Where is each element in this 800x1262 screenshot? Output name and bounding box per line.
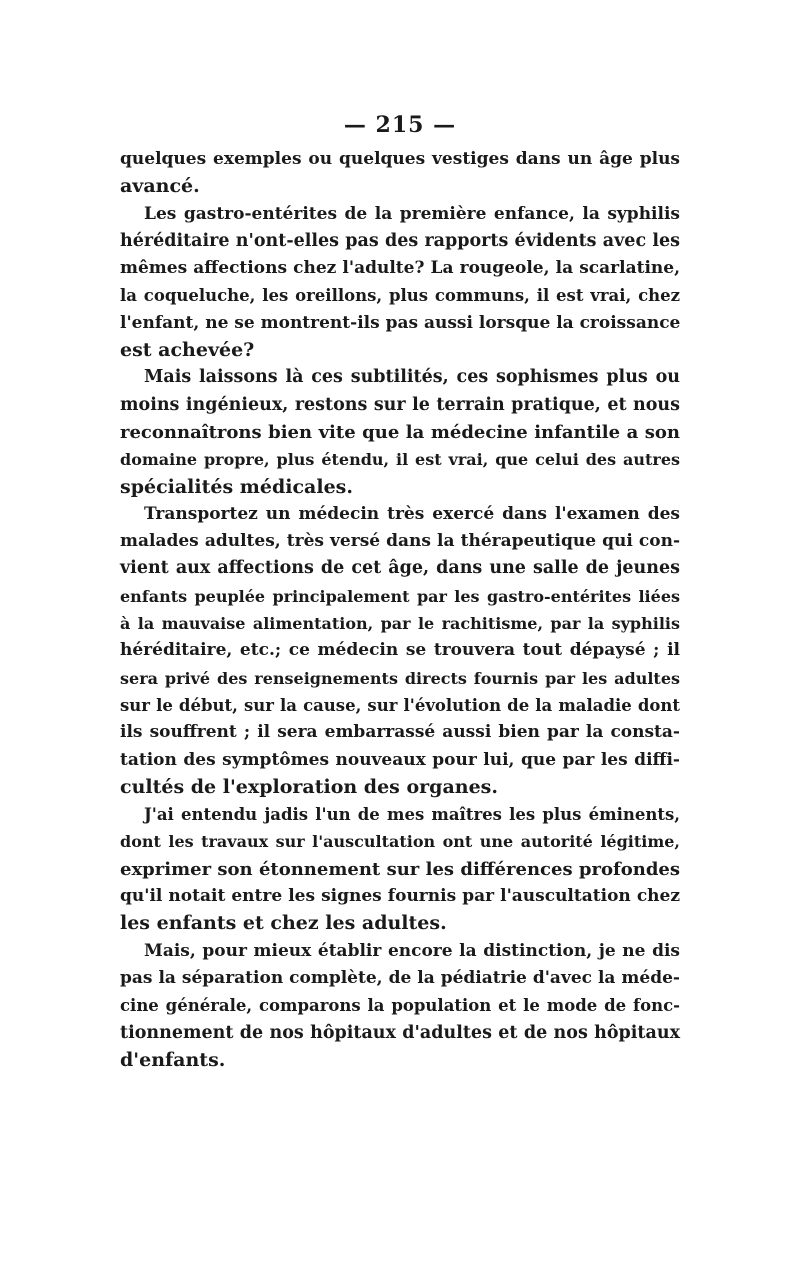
text-line: qu'il notait entre les signes fournis par l'auscultation chez — [120, 886, 680, 907]
text-line: cine générale, comparons la population et le mode de fonc- — [120, 996, 680, 1016]
text-line: pas la séparation complète, de la pédiatrie d'avec la méde- — [120, 967, 680, 988]
text-line: reconnaîtrons bien vite que la médecine infantile a son — [120, 421, 680, 443]
text-line: malades adultes, très versé dans la thérapeutique qui con- — [120, 531, 680, 552]
text-line: ils souffrent ; il sera embarrassé aussi bien par la consta- — [120, 722, 680, 743]
body-text — [120, 146, 680, 1074]
text-line: les enfants et chez les adultes. — [120, 912, 447, 935]
text-line: héréditaire, etc.; ce médecin se trouvera tout dépaysé ; il — [120, 640, 680, 661]
text-line: héréditaire n'ont-elles pas des rapports évidents avec les — [120, 230, 680, 251]
text-line: dont les travaux sur l'auscultation ont une autorité légitime, — [120, 832, 680, 852]
text-line: quelques exemples ou quelques vestiges dans un âge plus — [120, 149, 680, 169]
text-line: vient aux affections de cet âge, dans une salle de jeunes — [120, 558, 680, 579]
text-line: avancé. — [120, 175, 200, 198]
text-line: enfants peuplée principalement par les gastro-entérites liées — [120, 586, 680, 606]
text-line: est achevée? — [120, 339, 255, 362]
text-line: Les gastro-entérites de la première enfance, la syphilis — [144, 203, 680, 224]
text-line: spécialités médicales. — [120, 475, 353, 498]
text-line: J'ai entendu jadis l'un de mes maîtres les plus éminents, — [144, 805, 680, 825]
text-line: l'enfant, ne se montrent-ils pas aussi lorsque la croissance — [120, 312, 681, 333]
text-line: mêmes affections chez l'adulte? La rougeole, la scarlatine, — [120, 258, 680, 279]
text-line: moins ingénieux, restons sur le terrain pratique, et nous — [120, 394, 680, 415]
text-line: Mais, pour mieux établir encore la distinction, je ne dis — [144, 940, 680, 961]
text-line: domaine propre, plus étendu, il est vrai, que celui des autres — [120, 450, 680, 470]
text-line: sera privé des renseignements directs fournis par les adultes — [120, 668, 680, 688]
text-line: cultés de l'exploration des organes. — [120, 775, 498, 798]
text-line: d'enfants. — [120, 1048, 226, 1071]
text-line: tation des symptômes nouveaux pour lui, que par les diffi- — [120, 749, 680, 770]
text-line: sur le début, sur la cause, sur l'évolution de la maladie dont — [120, 695, 680, 715]
text-line: tionnement de nos hôpitaux d'adultes et de nos hôpitaux — [120, 1022, 680, 1043]
text-line: Transportez un médecin très exercé dans l'examen des — [144, 503, 680, 524]
text-line: Mais laissons là ces subtilités, ces sophismes plus ou — [144, 367, 680, 388]
text-line: à la mauvaise alimentation, par le rachitisme, par la syphilis — [120, 614, 680, 634]
text-line: exprimer son étonnement sur les différences profondes — [120, 858, 680, 880]
page-number: — 215 — — [343, 112, 457, 138]
text-line: la coqueluche, les oreillons, plus communs, il est vrai, chez — [120, 286, 680, 306]
